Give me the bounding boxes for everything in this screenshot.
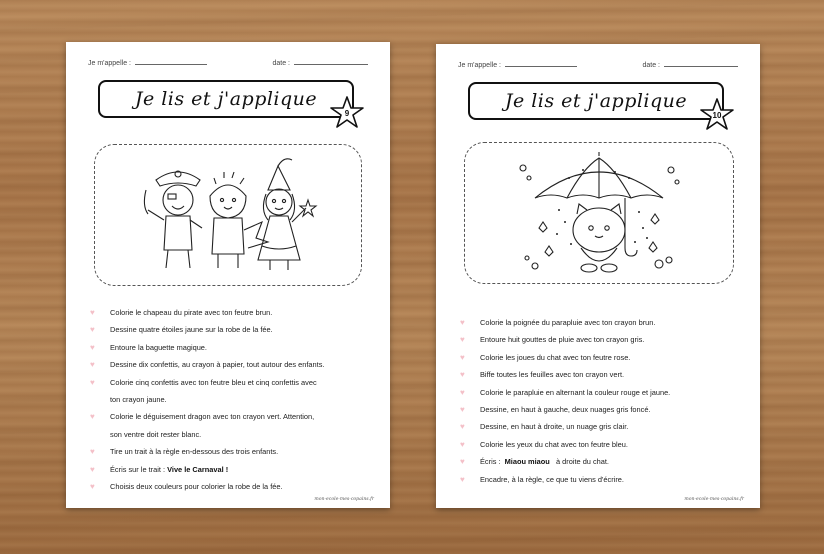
date-field[interactable]: date : xyxy=(272,59,368,67)
heart-bullet-icon: ♥ xyxy=(460,405,465,415)
heart-bullet-icon: ♥ xyxy=(460,387,465,397)
list-item: ♥ Dessine, en haut à gauche, deux nuages gris foncé. xyxy=(460,401,744,418)
heart-bullet-icon: ♥ xyxy=(460,474,465,484)
page-title: Je lis et j'applique xyxy=(134,88,318,110)
list-item: ♥ Écris : Miaou miaou à droite du chat. xyxy=(460,453,744,470)
list-item: ♥ Colorie les joues du chat avec ton feutre rose. xyxy=(460,349,744,366)
date-field[interactable]: date : xyxy=(642,61,738,69)
write-text: Vive le Carnaval ! xyxy=(167,464,229,474)
list-item: ♥ Colorie la poignée du parapluie avec ton crayon brun. xyxy=(460,314,744,331)
heart-bullet-icon: ♥ xyxy=(460,439,465,449)
heart-bullet-icon: ♥ xyxy=(90,377,95,387)
list-item: ♥ Dessine, en haut à droite, un nuage gris clair. xyxy=(460,418,744,435)
list-item: ♥ Colorie cinq confettis avec ton feutre bleu et cinq confettis avec xyxy=(90,374,374,391)
list-item: ♥ Dessine quatre étoiles jaune sur la robe de la fée. xyxy=(90,321,374,338)
list-item: ♥ Colorie le chapeau du pirate avec ton feutre brun. xyxy=(90,304,374,321)
list-item: ♥ Biffe toutes les feuilles avec ton crayon vert. xyxy=(460,366,744,383)
heart-bullet-icon: ♥ xyxy=(90,342,95,352)
coloring-illustration xyxy=(94,144,362,286)
header-fields xyxy=(88,59,368,67)
worksheet-page-10 xyxy=(436,44,760,508)
cat-umbrella-drawing xyxy=(499,148,699,278)
instruction-list xyxy=(90,304,374,495)
list-item: ♥ Colorie le parapluie en alternant la couleur rouge et jaune. xyxy=(460,384,744,401)
name-field[interactable]: Je m'appelle : xyxy=(458,61,577,69)
site-credit: mon-ecole-mes-copains.fr xyxy=(684,497,744,502)
list-item: ♥ Dessine dix confettis, au crayon à papier, tout autour des enfants. xyxy=(90,356,374,373)
coloring-illustration xyxy=(464,142,734,284)
site-credit: mon-ecole-mes-copains.fr xyxy=(314,497,374,502)
title-banner xyxy=(98,80,354,118)
list-item: ♥ Écris sur le trait : Vive le Carnaval ! xyxy=(90,461,374,478)
star-badge-icon xyxy=(700,98,734,132)
list-item: ♥ Choisis deux couleurs pour colorier la robe de la fée. xyxy=(90,478,374,495)
name-field[interactable]: Je m'appelle : xyxy=(88,59,207,67)
list-item: ♥ Colorie les yeux du chat avec ton feutre bleu. xyxy=(460,436,744,453)
heart-bullet-icon: ♥ xyxy=(90,360,95,370)
page-number: 10 xyxy=(712,111,722,120)
heart-bullet-icon: ♥ xyxy=(460,335,465,345)
heart-bullet-icon: ♥ xyxy=(90,464,95,474)
page-title: Je lis et j'applique xyxy=(504,90,688,112)
list-item: ♥ Entoure huit gouttes de pluie avec ton crayon gris. xyxy=(460,331,744,348)
list-item: ♥ Tire un trait à la règle en-dessous des trois enfants. xyxy=(90,443,374,460)
heart-bullet-icon: ♥ xyxy=(90,447,95,457)
heart-bullet-icon: ♥ xyxy=(460,370,465,380)
page-number: 9 xyxy=(344,109,350,118)
list-item: ♥ Colorie le déguisement dragon avec ton crayon vert. Attention, xyxy=(90,408,374,425)
heart-bullet-icon: ♥ xyxy=(460,457,465,467)
star-badge-icon xyxy=(330,96,364,130)
list-item-continuation: son ventre doit rester blanc. xyxy=(110,429,202,439)
heart-bullet-icon: ♥ xyxy=(460,318,465,327)
heart-bullet-icon: ♥ xyxy=(90,308,95,317)
heart-bullet-icon: ♥ xyxy=(90,482,95,492)
list-item-continuation: ton crayon jaune. xyxy=(110,395,167,405)
children-costume-drawing xyxy=(128,150,328,280)
heart-bullet-icon: ♥ xyxy=(90,412,95,422)
list-item: ♥ Entoure la baguette magique. xyxy=(90,339,374,356)
header-fields xyxy=(458,61,738,69)
heart-bullet-icon: ♥ xyxy=(460,422,465,432)
heart-bullet-icon: ♥ xyxy=(460,352,465,362)
heart-bullet-icon: ♥ xyxy=(90,325,95,335)
write-text: Miaou miaou xyxy=(504,457,550,467)
list-item: ♥ Encadre, à la règle, ce que tu viens d'écrire. xyxy=(460,471,744,488)
instruction-list xyxy=(460,314,744,488)
title-banner xyxy=(468,82,724,120)
worksheet-page-9 xyxy=(66,42,390,508)
